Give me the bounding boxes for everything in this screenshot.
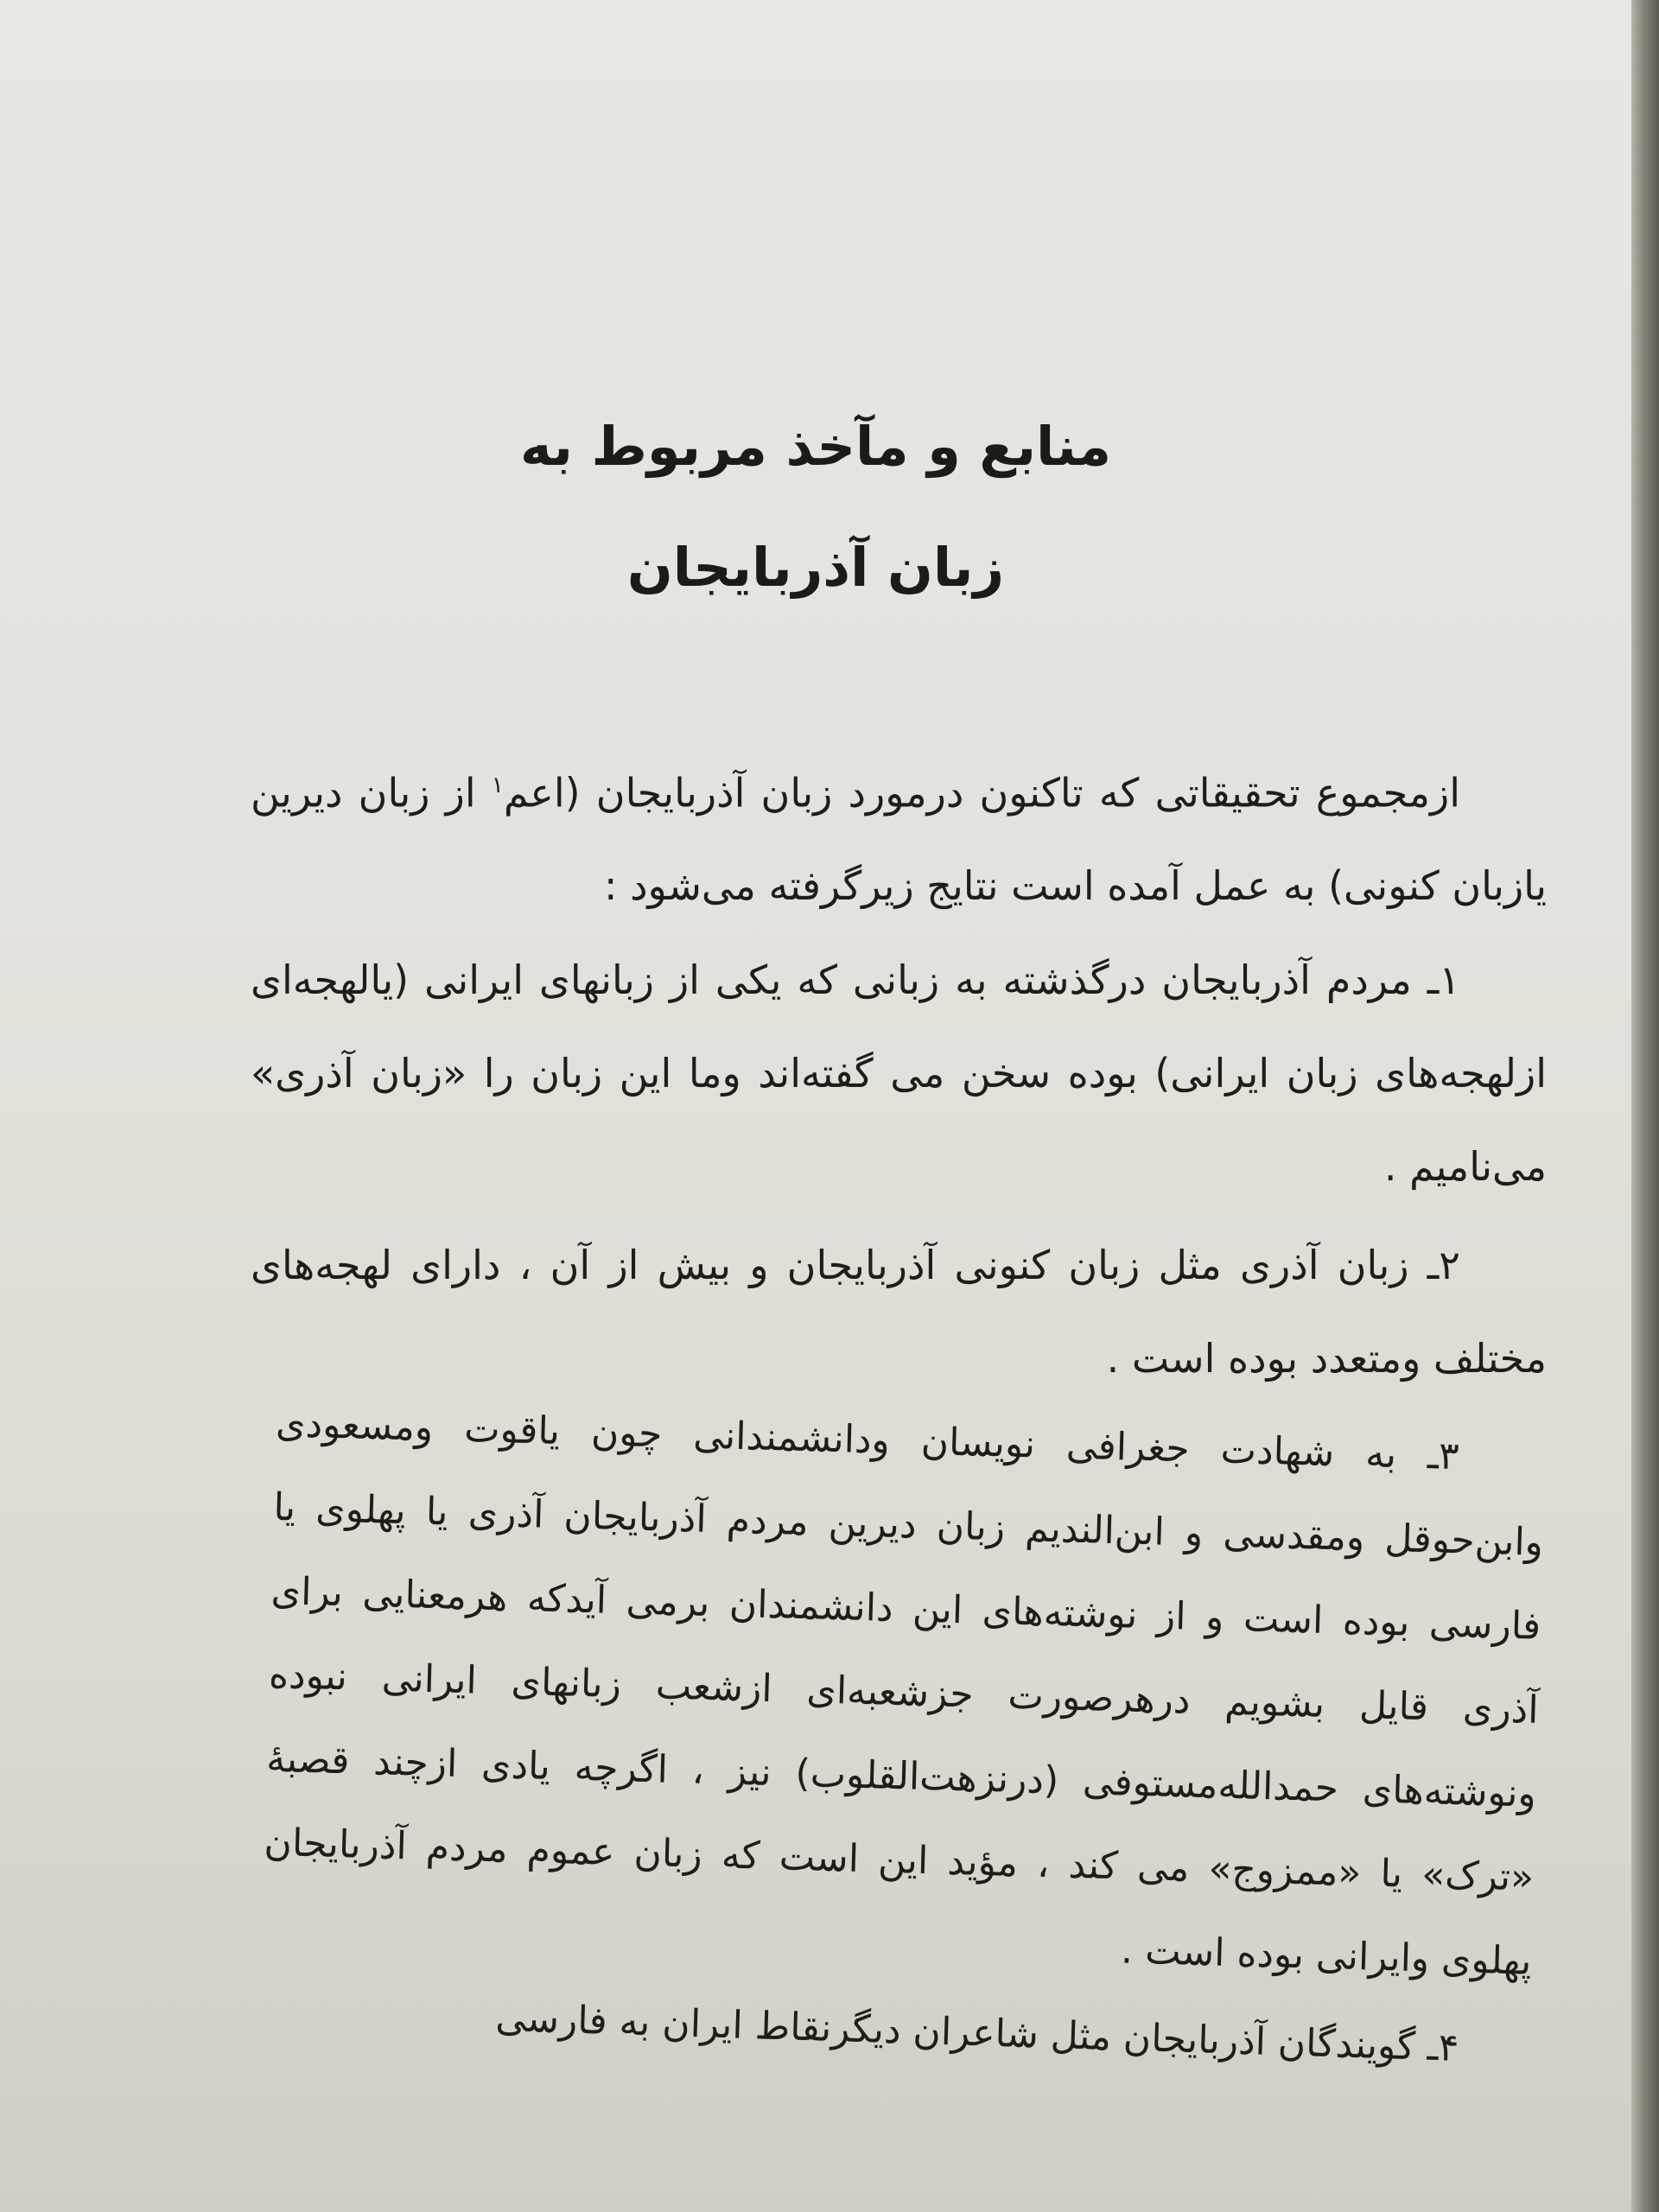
- list-item: [251, 1218, 1547, 1405]
- list-item: [251, 933, 1547, 1213]
- list-item: [261, 1382, 1547, 2004]
- item-number: ۱ـ: [1427, 957, 1460, 1003]
- item-text: به شهادت جغرافی نویسان ودانشمندانی چون یاقوت ومسعودی وابن‌حوقل ومقدسی و ابن‌الندیم زبان دیرین مردم آذربایجان آذری یا پهلوی یا فارسی بوده است و از نوشته‌های این دانشمندان برمی آیدکه هرمعنایی برای آذری قایل بشویم درهرصورت جزشعبه‌ای ازشعب زبانهای ایرانی نبوده ونوشته‌های حمدالله‌مستوفی (درنزهت‌القلوب) نیز ، اگرچه یادی ازچند قصبهٔ «ترک» یا «ممزوج» می کند ، مؤید این است که زبان عموم مردم آذربایجان پهلوی وایرانی بوده است .: [263, 1401, 1544, 1984]
- footnote-marker: ۱: [491, 772, 504, 798]
- item-text: زبان آذری مثل زبان کنونی آذربایجان و بیش از آن ، دارای لهجه‌های مختلف ومتعدد بوده است .: [251, 1242, 1547, 1382]
- page-edge: [1631, 0, 1659, 2212]
- item-number: ۴ـ: [1427, 2024, 1460, 2070]
- intro-text: ازمجموع تحقیقاتی که تاکنون درمورد زبان آذربایجان (اعم: [503, 769, 1460, 817]
- intro-text-after: از زبان دیرین یازبان کنونی) به عمل آمده است نتایج زیرگرفته می‌شود :: [251, 769, 1547, 910]
- page-title-line-2: زبان آذربایجان: [626, 536, 1005, 599]
- page-title-line-1: منابع و مآخذ مربوط به: [519, 415, 1112, 478]
- item-text: مردم آذربایجان درگذشته به زبانی که یکی از زبانهای ایرانی (یالهجه‌ای ازلهجه‌های زبان ایرانی) بوده سخن می گفته‌اند وما این زبان را «زبان آذری» می‌نامیم .: [251, 957, 1547, 1190]
- intro-paragraph: [251, 739, 1547, 932]
- item-text: گویندگان آذربایجان مثل شاعران دیگرنقاط ایران به فارسی: [494, 1995, 1416, 2069]
- item-number: ۳ـ: [1427, 1433, 1460, 1479]
- item-number: ۲ـ: [1427, 1242, 1460, 1288]
